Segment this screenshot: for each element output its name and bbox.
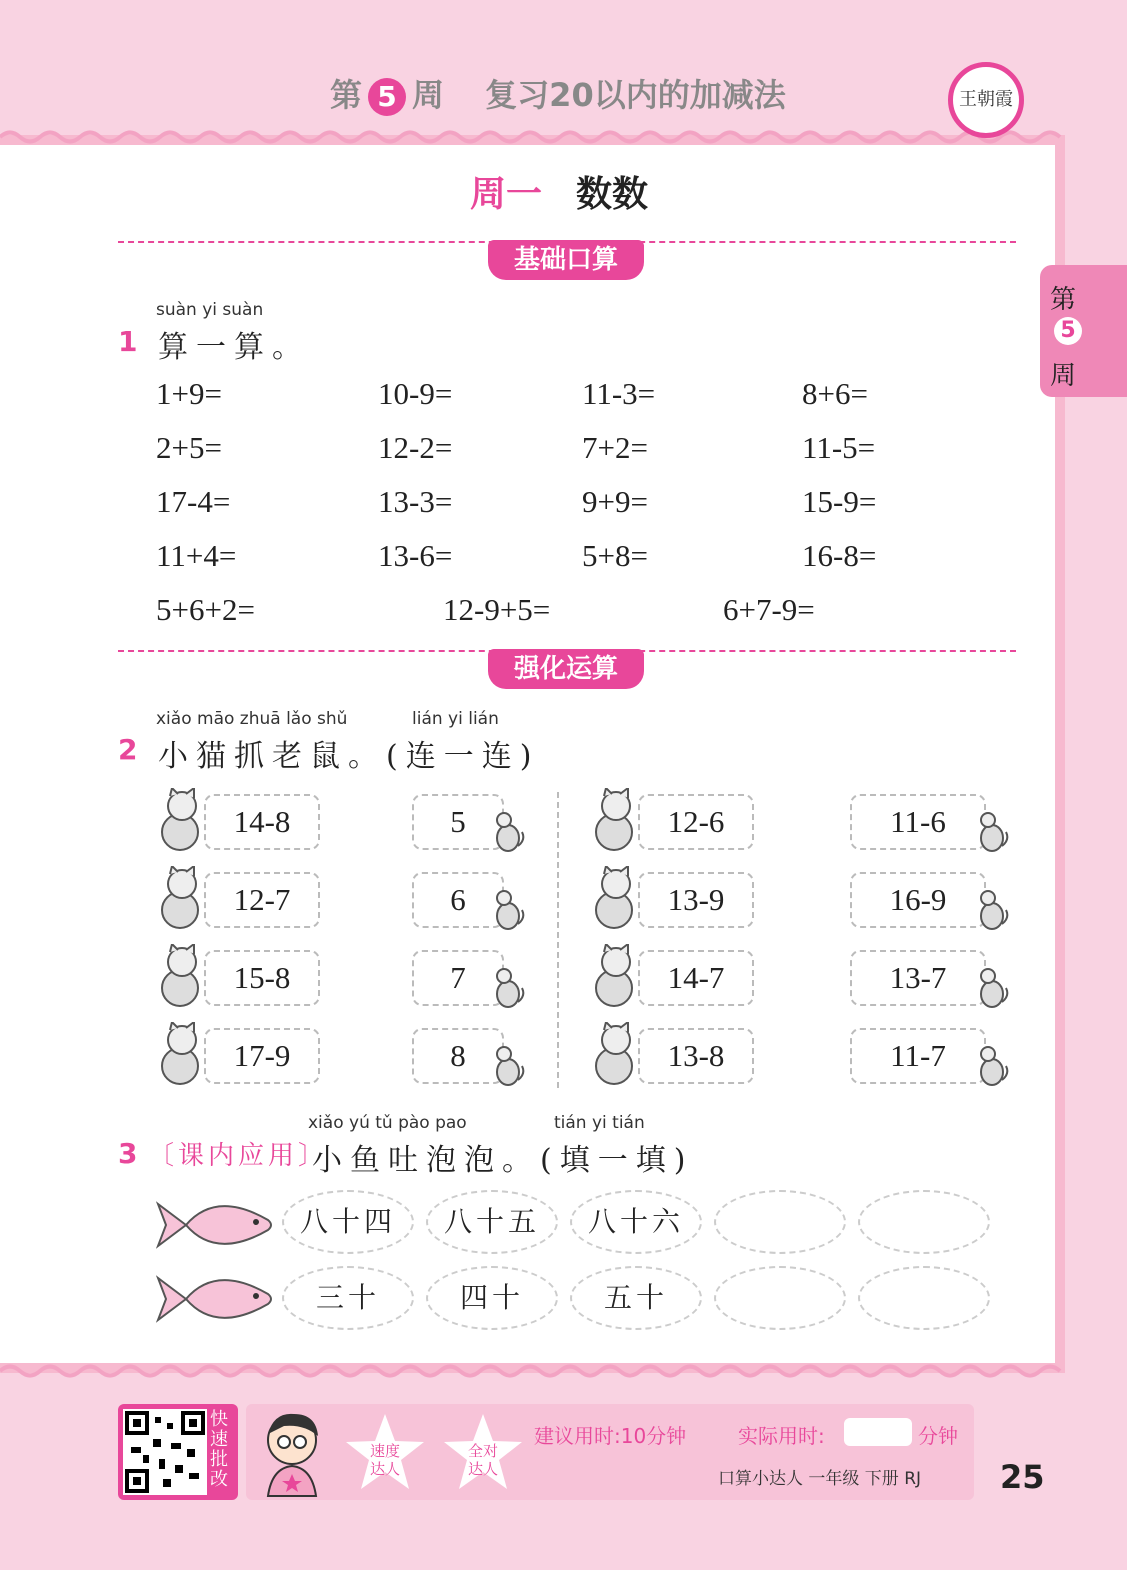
- week-number-badge: 5: [368, 78, 406, 116]
- bubble-blank[interactable]: [858, 1266, 990, 1330]
- equation: 17-4=: [156, 484, 231, 519]
- equation: 11-5=: [802, 430, 876, 465]
- page-number: 25: [1000, 1458, 1045, 1496]
- cat-card: [204, 950, 320, 1006]
- question-text: 小猫抓老鼠。(连一连): [158, 739, 540, 774]
- equation: 5+8=: [582, 538, 648, 573]
- equation: 1+9=: [156, 376, 222, 411]
- equation: 13-3=: [378, 484, 453, 519]
- side-tab-number: 5: [1054, 317, 1082, 345]
- bubble-text: 八十四: [299, 1205, 396, 1238]
- mouse-value: 11-6: [890, 804, 946, 839]
- mouse-card: [850, 1028, 986, 1084]
- star-text: 达人: [369, 1460, 400, 1478]
- pinyin: xiǎo yú tǔ pào pao: [308, 1113, 467, 1133]
- accuracy-star-badge: [440, 1410, 526, 1496]
- pinyin: lián yi lián: [412, 709, 499, 729]
- wavy-border-bottom: [0, 1362, 1070, 1380]
- equation: 2+5=: [156, 430, 222, 465]
- equation: 5+6+2=: [156, 592, 255, 627]
- cat-icon: [590, 944, 640, 1008]
- actual-time-label: 实际用时:: [738, 1424, 825, 1448]
- question-tag: 〔课内应用〕: [148, 1141, 329, 1171]
- bubble-text: 八十六: [587, 1205, 684, 1238]
- day-label: 周一: [470, 174, 543, 215]
- mouse-card: [850, 872, 986, 928]
- equation: 16-8=: [802, 538, 877, 573]
- cat-card: [638, 872, 754, 928]
- week-prefix: 第: [330, 76, 363, 114]
- boy-mascot-icon: [254, 1408, 334, 1498]
- qr-code-icon: [123, 1409, 207, 1495]
- star-text: 全对: [467, 1442, 498, 1460]
- mouse-icon: [490, 1044, 526, 1088]
- fish-icon: [156, 1264, 276, 1334]
- mouse-icon: [974, 1044, 1010, 1088]
- bubble-blank[interactable]: [714, 1266, 846, 1330]
- cat-icon: [590, 866, 640, 930]
- bubble: [426, 1266, 558, 1330]
- question-text: 算一算。: [158, 330, 310, 365]
- equation: 15-9=: [802, 484, 877, 519]
- question-number: 2: [118, 733, 138, 766]
- mouse-icon: [490, 888, 526, 932]
- day-title: [470, 166, 648, 217]
- side-week-tab: [1040, 265, 1127, 397]
- logo-text: 王朝霞: [959, 89, 1013, 110]
- column-divider: [557, 792, 559, 1088]
- cat-card: [204, 872, 320, 928]
- mouse-icon: [974, 810, 1010, 854]
- bubble: [570, 1266, 702, 1330]
- cat-icon: [156, 866, 206, 930]
- equation: 13-6=: [378, 538, 453, 573]
- wavy-border-top: [0, 128, 1070, 146]
- mouse-value: 16-9: [889, 882, 947, 917]
- pinyin: suàn yi suàn: [156, 300, 264, 320]
- pinyin: tián yi tián: [554, 1113, 645, 1133]
- question-number: 1: [118, 325, 138, 358]
- minutes-label: 分钟: [918, 1424, 958, 1448]
- speed-star-badge: [342, 1410, 428, 1496]
- cat-icon: [590, 788, 640, 852]
- cat-expression: 14-8: [233, 804, 291, 839]
- bubble-text: 三十: [315, 1281, 380, 1314]
- book-info: 口算小达人 一年级 下册 RJ: [718, 1469, 922, 1489]
- cat-card: [638, 794, 754, 850]
- cat-icon: [590, 1022, 640, 1086]
- brand-logo: [948, 62, 1024, 138]
- pinyin: xiǎo māo zhuā lǎo shǔ: [156, 709, 348, 729]
- bubble-text: 五十: [603, 1281, 668, 1314]
- side-tab-bottom: 周: [1050, 361, 1077, 391]
- mouse-card: [850, 950, 986, 1006]
- cat-card: [204, 1028, 320, 1084]
- mouse-value: 7: [450, 960, 466, 995]
- bubble-blank[interactable]: [714, 1190, 846, 1254]
- cat-icon: [156, 1022, 206, 1086]
- bubble: [426, 1190, 558, 1254]
- equation: 7+2=: [582, 430, 648, 465]
- question-text: 小鱼吐泡泡。(填一填): [312, 1143, 694, 1178]
- qr-label: 快速批改: [210, 1409, 228, 1490]
- mouse-icon: [974, 966, 1010, 1010]
- cat-expression: 15-8: [233, 960, 291, 995]
- equation: 8+6=: [802, 376, 868, 411]
- question-number: 3: [118, 1137, 138, 1170]
- day-topic: 数数: [576, 174, 649, 215]
- equation: 12-9+5=: [443, 592, 551, 627]
- cat-expression: 17-9: [233, 1038, 291, 1073]
- side-tab-top: 第: [1050, 285, 1077, 315]
- bubble: [282, 1190, 414, 1254]
- bubble: [570, 1190, 702, 1254]
- mouse-value: 11-7: [890, 1038, 946, 1073]
- mouse-icon: [490, 966, 526, 1010]
- cat-expression: 14-7: [667, 960, 725, 995]
- section-ribbon-strengthen: 强化运算: [488, 649, 644, 689]
- star-text: 达人: [467, 1460, 498, 1478]
- mouse-value: 8: [450, 1038, 466, 1073]
- bubble-text: 八十五: [443, 1205, 540, 1238]
- week-suffix: 周: [412, 76, 445, 114]
- equation: 10-9=: [378, 376, 453, 411]
- mouse-icon: [974, 888, 1010, 932]
- cat-expression: 13-9: [667, 882, 725, 917]
- cat-icon: [156, 944, 206, 1008]
- footer-band: [246, 1404, 974, 1500]
- cat-expression: 13-8: [667, 1038, 725, 1073]
- mouse-card: [850, 794, 986, 850]
- actual-time-input[interactable]: [844, 1418, 912, 1446]
- mouse-value: 6: [450, 882, 466, 917]
- qr-code-block[interactable]: [118, 1404, 238, 1500]
- week-topic: 复习20以内的加减法: [485, 76, 786, 114]
- mouse-icon: [490, 810, 526, 854]
- cat-card: [204, 794, 320, 850]
- footer: [118, 1404, 974, 1500]
- suggested-time: 建议用时:10分钟: [534, 1424, 687, 1448]
- equation: 6+7-9=: [723, 592, 815, 627]
- section-ribbon-basic: 基础口算: [488, 240, 644, 280]
- cat-icon: [156, 788, 206, 852]
- mouse-value: 13-7: [889, 960, 947, 995]
- mouse-value: 5: [450, 804, 466, 839]
- bubble: [282, 1266, 414, 1330]
- equation: 12-2=: [378, 430, 453, 465]
- bubble-text: 四十: [459, 1281, 524, 1314]
- equation: 11+4=: [156, 538, 237, 573]
- equation: 11-3=: [582, 376, 656, 411]
- cat-expression: 12-7: [233, 882, 291, 917]
- fish-icon: [156, 1190, 276, 1260]
- cat-expression: 12-6: [667, 804, 725, 839]
- star-text: 速度: [369, 1442, 400, 1460]
- bubble-blank[interactable]: [858, 1190, 990, 1254]
- equation: 9+9=: [582, 484, 648, 519]
- cat-card: [638, 1028, 754, 1084]
- week-header: [330, 70, 786, 116]
- cat-card: [638, 950, 754, 1006]
